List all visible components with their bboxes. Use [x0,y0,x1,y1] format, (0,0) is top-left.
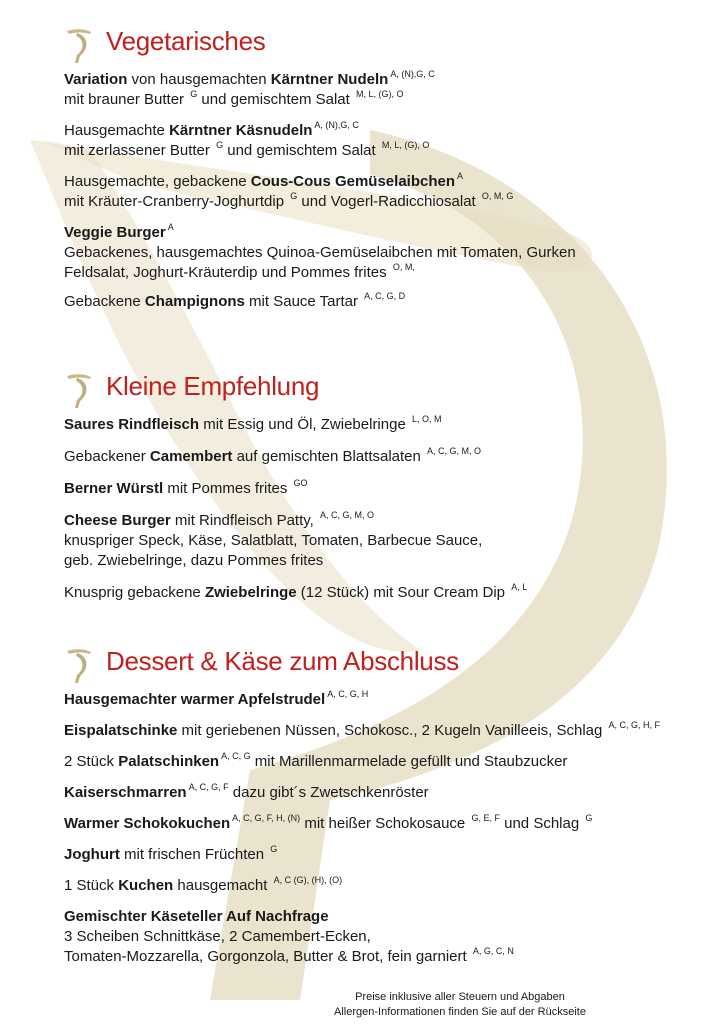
menu-item [64,511,704,571]
dish-name: Joghurt [64,846,120,863]
allergen-codes: L, O, M [411,414,442,424]
dish-name: Berner Würstl [64,480,164,497]
allergen-codes: G, E, F [471,813,500,823]
stylized-s-logo-icon [64,646,94,686]
dish-name: Cheese Burger [64,512,171,529]
menu-item-line [64,907,704,927]
menu-item-line [64,172,704,192]
section-dessert-kaese [64,646,704,967]
menu-item [64,121,704,161]
allergen-codes: O, M, [392,262,415,272]
dish-name: Kärntner Nudeln [270,71,389,88]
menu-item [64,415,704,435]
allergen-codes: A, C, G, F, H, (N) [232,813,301,823]
description-text: mit Essig und Öl, Zwiebelringe [199,416,410,433]
section-kleine-empfehlung [64,371,704,603]
dish-name: Champignons [144,293,245,310]
menu-item [64,783,704,803]
description-text: Tomaten-Mozzarella, Gorgonzola, Butter & Brot, fein garniert [64,948,471,965]
menu-item-line [64,292,704,312]
allergen-codes: A, C, G, D [364,291,406,301]
allergen-codes: G [270,844,278,854]
menu-item [64,690,704,710]
menu-item-line [64,121,704,141]
menu-item [64,172,704,212]
dish-name: Camembert [149,448,233,465]
menu-item [64,292,704,312]
stylized-s-logo-icon [64,371,94,411]
menu-item-line [64,447,704,467]
description-text: auf gemischten Blattsalaten [232,448,426,465]
description-text: von hausgemachten [127,71,271,88]
allergen-codes: A, C, G, H, F [608,720,661,730]
dish-name: Kärntner Käsnudeln [169,122,313,139]
menu-items [64,690,704,967]
menu-item-line [64,876,704,896]
footer-note [260,990,660,1020]
menu-item [64,447,704,467]
footer-line-allergens: Allergen-Informationen finden Sie auf der Rückseite [334,1006,586,1018]
footer-line-prices: Preise inklusive aller Steuern und Abgaben [355,991,565,1003]
description-text: mit Kräuter-Cranberry-Joghurtdip [64,193,289,210]
dish-name: Palatschinken [118,753,220,770]
description-text: und Vogerl-Radicchiosalat [297,193,480,210]
allergen-codes: M, L, (G), O [381,140,430,150]
description-text: 1 Stück [64,877,119,894]
description-text: 2 Stück [64,753,119,770]
allergen-codes: G [190,89,198,99]
description-text: Knusprig gebackene [64,584,205,601]
description-text: mit Marillenmarmelade gefüllt und Staubzucker [250,753,568,770]
menu-item-line [64,223,704,243]
dish-name: Kuchen [118,877,174,894]
menu-item-line [64,479,704,499]
description-text: 3 Scheiben Schnittkäse, 2 Camembert-Ecken, [64,928,371,945]
allergen-codes: M, L, (G), O [355,89,404,99]
description-text: Feldsalat, Joghurt-Kräuterdip und Pommes frites [64,264,391,281]
menu-item [64,814,704,834]
description-text: dazu gibt´s Zwetschkenröster [228,784,429,801]
menu-item-line [64,243,704,263]
description-text: hausgemacht [173,877,272,894]
allergen-codes: GO [293,478,308,488]
menu-item-line [64,752,704,772]
menu-item-line [64,690,704,710]
menu-item [64,70,704,110]
stylized-s-logo-icon [64,26,94,66]
menu-item-line [64,90,704,110]
allergen-codes: A, C (G), (H), (O) [273,875,343,885]
description-text: (12 Stück) mit Sour Cream Dip [296,584,510,601]
menu-item [64,583,704,603]
description-text: knuspriger Speck, Käse, Salatblatt, Tomaten, Barbecue Sauce, [64,532,483,549]
allergen-codes: A, C, G, F [188,782,229,792]
allergen-codes: A, L [511,582,528,592]
allergen-codes: A, (N),G, C [314,120,359,130]
menu-item [64,876,704,896]
description-text: mit heißer Schokosauce [300,815,470,832]
description-text: geb. Zwiebelringe, dazu Pommes frites [64,552,324,569]
description-text: mit zerlassener Butter [64,142,215,159]
allergen-codes: G [290,191,298,201]
menu-item-line [64,583,704,603]
description-text: und Schlag [499,815,584,832]
section-title: Kleine Empfehlung [106,371,320,401]
description-text: Hausgemachte [64,122,170,139]
allergen-codes: G [216,140,224,150]
menu-items [64,70,704,312]
menu-item-line [64,947,704,967]
dish-name: Cous-Cous Gemüselaibchen [250,173,456,190]
menu-item-line [64,721,704,741]
menu-item-line [64,845,704,865]
description-text: mit Pommes frites [163,480,292,497]
section-heading [64,371,704,415]
section-title: Vegetarisches [106,26,266,56]
allergen-codes: A, (N),G, C [390,69,435,79]
dish-name: Eispalatschinke [64,722,178,739]
section-title: Dessert & Käse zum Abschluss [106,646,459,676]
description-text: Gebackener [64,448,150,465]
description-text: Hausgemachte, gebackene [64,173,251,190]
allergen-codes: A, G, C, N [472,946,514,956]
description-text: Gebackene [64,293,145,310]
menu-item-line [64,192,704,212]
menu-item [64,721,704,741]
description-text: Gebackenes, hausgemachtes Quinoa-Gemüselaibchen mit Tomaten, Gurken [64,244,576,261]
menu-item-line [64,70,704,90]
allergen-codes: A, C, G, H [327,689,369,699]
dish-name: Hausgemachter warmer Apfelstrudel [64,691,326,708]
dish-name: Gemischter Käseteller Auf Nachfrage [64,908,329,925]
menu-item-line [64,531,704,551]
dish-name: Kaiserschmarren [64,784,187,801]
description-text: mit geriebenen Nüssen, Schokosc., 2 Kugeln Vanilleeis, Schlag [177,722,607,739]
allergen-codes: A [457,171,464,181]
section-heading [64,646,704,690]
allergen-codes: A [167,222,174,232]
menu-item-line [64,415,704,435]
menu-item [64,845,704,865]
menu-item-line [64,783,704,803]
menu-item-line [64,814,704,834]
description-text: und gemischtem Salat [223,142,380,159]
menu-item [64,479,704,499]
dish-name: Variation [64,71,128,88]
description-text: mit frischen Früchten [119,846,269,863]
allergen-codes: A, C, G [221,751,251,761]
menu-item-line [64,511,704,531]
description-text: mit Sauce Tartar [244,293,363,310]
dish-name: Zwiebelringe [204,584,297,601]
menu-items [64,415,704,603]
allergen-codes: O, M, G [481,191,514,201]
menu-item-line [64,263,704,283]
menu-item-line [64,141,704,161]
menu-item-line [64,927,704,947]
dish-name: Veggie Burger [64,224,166,241]
allergen-codes: G [585,813,593,823]
section-vegetarisches [64,26,704,312]
allergen-codes: A, C, G, M, O [320,510,375,520]
menu-item-line [64,551,704,571]
allergen-codes: A, C, G, M, O [427,446,482,456]
menu-item [64,223,704,283]
section-heading [64,26,704,70]
description-text: mit Rindfleisch Patty, [170,512,318,529]
menu-item [64,907,704,967]
description-text: und gemischtem Salat [197,91,354,108]
dish-name: Saures Rindfleisch [64,416,200,433]
menu-item [64,752,704,772]
dish-name: Warmer Schokokuchen [64,815,231,832]
description-text: mit brauner Butter [64,91,189,108]
